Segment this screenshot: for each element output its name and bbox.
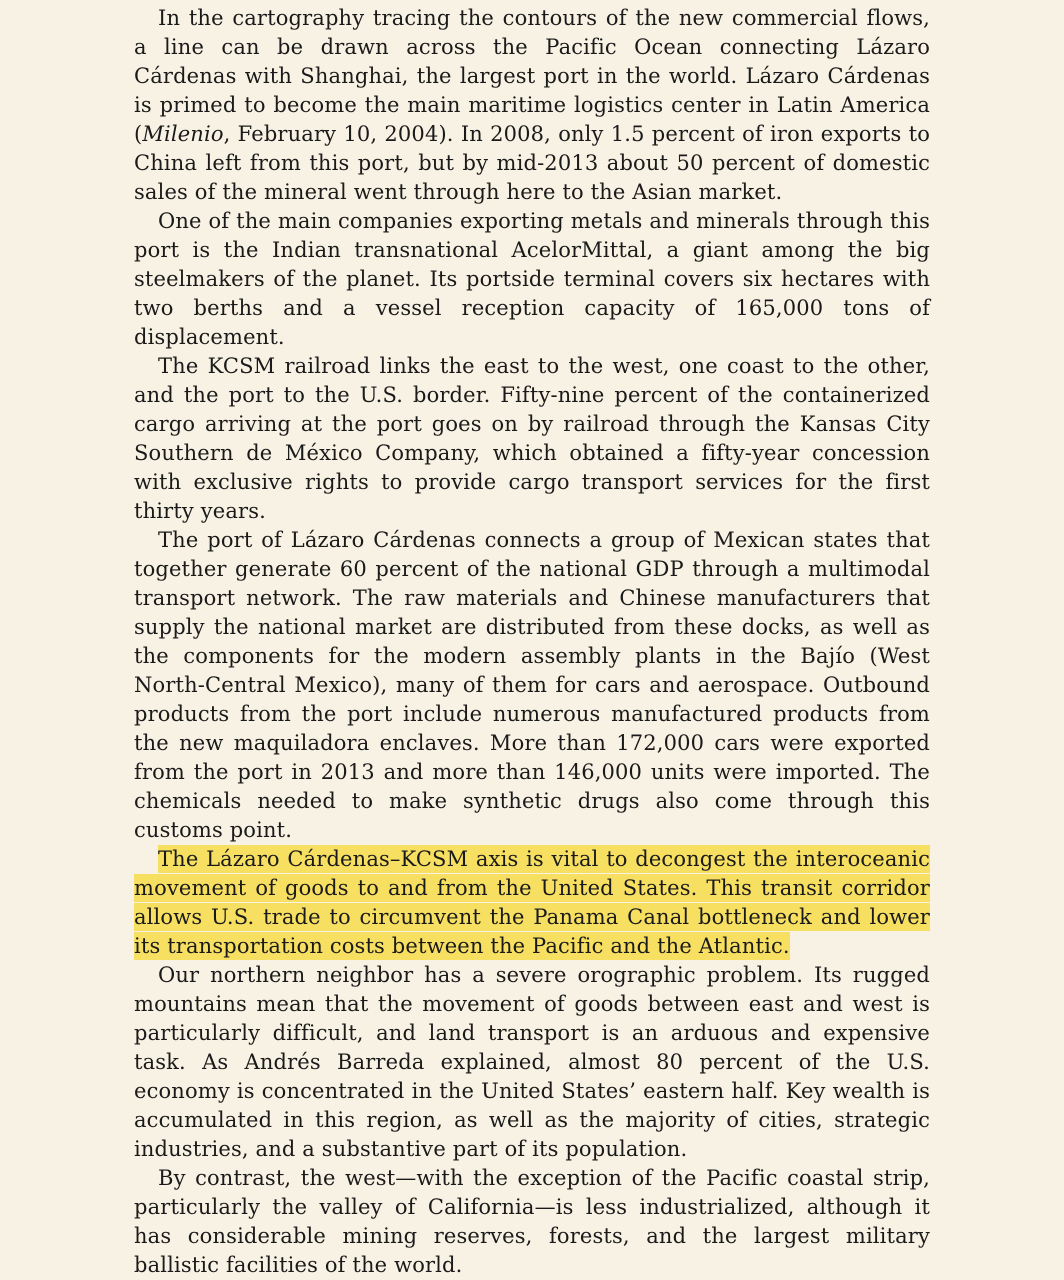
highlighted-passage[interactable]: The Lázaro Cárdenas–KCSM axis is vital to decongest the interoceanic movement of goods to and from the United States. This transit corridor allows U.S. trade to circumvent the Panama Canal bottleneck and lower its transportation costs between the Pacific and the Atlantic. [134, 847, 930, 958]
paragraph-3-text: The KCSM railroad links the east to the west, one coast to the other, and the port to the U.S. border. Fifty-nine percent of the containerized cargo arriving at the port goes on by railroad through the Kansas City Southern de México Company, which obtained a fifty-year concession with exclusive rights to provide cargo transport services for the first thirty years. [134, 354, 930, 523]
paragraph-7 [134, 1164, 930, 1280]
paragraph-1 [134, 4, 930, 207]
publication-title-milenio: Milenio [142, 122, 224, 146]
paragraph-7-text: By contrast, the west—with the exception of the Pacific coastal strip, particularly the valley of California—is less industrialized, although it has considerable mining reserves, forests, and the largest military ballistic facilities of the world. [134, 1166, 930, 1277]
body-text [134, 0, 930, 1280]
paragraph-1-text-b: , February 10, 2004). In 2008, only 1.5 percent of iron exports to China left from this port, but by mid-2013 about 50 percent of domestic sales of the mineral went through here to the Asian market. [134, 122, 930, 204]
paragraph-6-text: Our northern neighbor has a severe orographic problem. Its rugged mountains mean that the movement of goods between east and west is particularly difficult, and land transport is an arduous and expensive task. As Andrés Barreda explained, almost 80 percent of the U.S. economy is concentrated in the United States’ eastern half. Key wealth is accumulated in this region, as well as the majority of cities, strategic industries, and a substantive part of its population. [134, 963, 930, 1161]
paragraph-4-text: The port of Lázaro Cárdenas connects a group of Mexican states that together generate 60 percent of the national GDP through a multimodal transport network. The raw materials and Chinese manufacturers that supply the national market are distributed from these docks, as well as the components for the modern assembly plants in the Bajío (West North-Central Mexico), many of them for cars and aerospace. Outbound products from the port include numerous manufactured products from the new maquiladora enclaves. More than 172,000 cars were exported from the port in 2013 and more than 146,000 units were imported. The chemicals needed to make synthetic drugs also come through this customs point. [134, 528, 930, 842]
paragraph-6 [134, 961, 930, 1164]
paragraph-4 [134, 526, 930, 845]
paragraph-1-text-a: In the cartography tracing the contours of the new commercial flows, a line can be drawn across the Pacific Ocean connecting Lázaro Cárdenas with Shanghai, the largest port in the world. Lázaro Cárdenas is primed to become the main maritime logistics center in Latin America ( [134, 6, 930, 146]
paragraph-5-highlighted [134, 845, 930, 961]
paragraph-2 [134, 207, 930, 352]
paragraph-2-text: One of the main companies exporting metals and minerals through this port is the Indian transnational AcelorMittal, a giant among the big steelmakers of the planet. Its portside terminal covers six hectares with two berths and a vessel reception capacity of 165,000 tons of displacement. [134, 209, 930, 349]
paragraph-3 [134, 352, 930, 526]
